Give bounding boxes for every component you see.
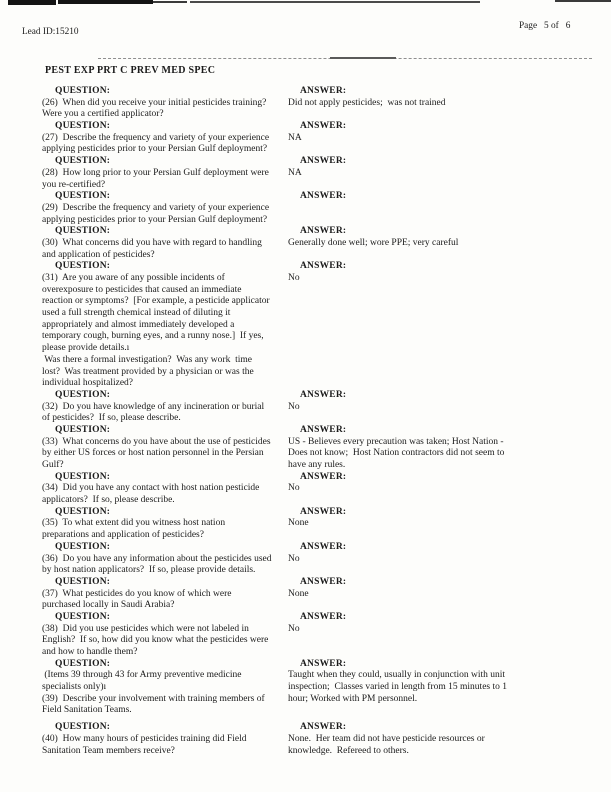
answer-line: None: [288, 588, 309, 599]
answer-line: No: [288, 553, 300, 564]
question-label: QUESTION:: [55, 191, 111, 202]
question-text: [42, 483, 288, 506]
qa-list: [0, 86, 611, 757]
question-column: [42, 156, 288, 191]
question-line: (26) When did you receive your initial pesticides training?: [42, 97, 267, 108]
answer-line: None. Her team did not have pesticide resources or: [288, 733, 485, 744]
answer-text: [288, 589, 593, 601]
question-line: Sanitation Team members receive?: [42, 745, 175, 756]
qa-block: [0, 507, 611, 542]
answer-label: ANSWER:: [300, 576, 347, 587]
question-text: [42, 238, 288, 261]
question-line: applicators? If so, please describe.: [42, 495, 175, 506]
answer-label: ANSWER:: [300, 611, 347, 622]
question-line: (40) How many hours of pesticides training did Field: [42, 733, 247, 744]
qa-block: [0, 425, 611, 472]
answer-line: None: [288, 518, 309, 529]
question-text: [42, 98, 288, 121]
question-label: QUESTION:: [55, 471, 111, 482]
question-line: English? If so, how did you know what the pesticides were: [42, 635, 269, 646]
question-label: QUESTION:: [55, 226, 111, 237]
answer-label: ANSWER:: [300, 424, 347, 435]
answer-column: [288, 156, 593, 179]
qa-block: [0, 659, 611, 717]
answer-text: [288, 624, 593, 636]
answer-text: [288, 518, 593, 530]
answer-column: [288, 722, 593, 757]
answer-label: ANSWER:: [300, 541, 347, 552]
answer-label: ANSWER:: [300, 506, 347, 517]
answer-column: [288, 612, 593, 635]
answer-line: Taught when they could, usually in conjunction with unit: [288, 670, 506, 681]
question-label: QUESTION:: [55, 722, 111, 733]
answer-line: NA: [288, 167, 302, 178]
answer-text: [288, 670, 593, 705]
answer-text: [288, 238, 593, 250]
answer-text: [288, 437, 593, 472]
question-line: (34) Did you have any contact with host nation pesticide: [42, 483, 260, 494]
question-text: [42, 734, 288, 757]
answer-column: [288, 472, 593, 495]
qa-block: [0, 121, 611, 156]
answer-line: No: [288, 623, 300, 634]
question-column: [42, 612, 288, 659]
question-text: [42, 133, 288, 156]
answer-line: NA: [288, 132, 302, 143]
answer-text: [288, 98, 593, 110]
scan-artifact-line: [58, 0, 153, 4]
question-text: [42, 670, 288, 717]
answer-column: [288, 226, 593, 249]
question-column: [42, 542, 288, 577]
answer-column: [288, 261, 593, 284]
question-line: and application of pesticides?: [42, 249, 155, 260]
question-label: QUESTION:: [55, 86, 111, 96]
question-label: QUESTION:: [55, 506, 111, 517]
scan-artifact-line: [8, 0, 56, 5]
question-text: [42, 554, 288, 577]
answer-text: [288, 402, 593, 414]
answer-label: ANSWER:: [300, 226, 347, 237]
qa-block: [0, 261, 611, 390]
qa-block: [0, 390, 611, 425]
answer-text: [288, 273, 593, 285]
scan-artifact-line: [153, 1, 187, 3]
answer-column: [288, 191, 593, 203]
question-line: (30) What concerns did you have with regard to handling: [42, 237, 262, 248]
question-line: lost? Was treatment provided by a physician or was the: [42, 366, 254, 377]
question-label: QUESTION:: [55, 156, 111, 167]
question-line: purchased locally in Saudi Arabia?: [42, 600, 175, 611]
question-line: (33) What concerns do you have about the use of pesticides: [42, 436, 271, 447]
question-label: QUESTION:: [55, 389, 111, 400]
qa-block: [0, 226, 611, 261]
answer-column: [288, 86, 593, 109]
question-column: [42, 261, 288, 390]
answer-column: [288, 542, 593, 565]
question-text: [42, 273, 288, 390]
question-line: (38) Did you use pesticides which were not labeled in: [42, 623, 249, 634]
question-text: [42, 589, 288, 612]
question-line: (Items 39 through 43 for Army preventive medicine: [42, 670, 242, 681]
question-line: (32) Do you have knowledge of any incineration or burial: [42, 401, 265, 412]
question-column: [42, 722, 288, 757]
question-line: overexposure to pesticides that caused an immediate: [42, 284, 242, 295]
scan-separator-dark-segment: [330, 57, 396, 59]
qa-block: [0, 612, 611, 659]
question-column: [42, 226, 288, 261]
qa-block: [0, 542, 611, 577]
question-column: [42, 121, 288, 156]
question-line: by either US forces or host nation personnel in the Persian: [42, 448, 264, 459]
question-line: (35) To what extent did you witness host nation: [42, 518, 226, 529]
question-line: (29) Describe the frequency and variety of your experience: [42, 202, 270, 213]
answer-column: [288, 577, 593, 600]
qa-block: [0, 86, 611, 121]
question-column: [42, 507, 288, 542]
question-label: QUESTION:: [55, 261, 111, 272]
question-label: QUESTION:: [55, 424, 111, 435]
question-label: QUESTION:: [55, 611, 111, 622]
document-title: PEST EXP PRT C PREV MED SPEC: [45, 65, 216, 76]
answer-line: hour; Worked with PM personnel.: [288, 693, 418, 704]
question-line: (36) Do you have any information about the pesticides used: [42, 553, 272, 564]
answer-label: ANSWER:: [300, 261, 347, 272]
answer-line: inspection; Classes varied in length from 15 minutes to 1: [288, 682, 507, 693]
answer-label: ANSWER:: [300, 658, 347, 669]
answer-label: ANSWER:: [300, 156, 347, 167]
scan-artifact-line: [190, 1, 480, 3]
answer-line: No: [288, 401, 300, 412]
answer-line: knowledge. Refereed to others.: [288, 745, 409, 756]
question-line: preparations and application of pesticides?: [42, 530, 204, 541]
qa-block: [0, 722, 611, 757]
answer-label: ANSWER:: [300, 121, 347, 132]
question-line: used a full strength chemical instead of diluting it: [42, 308, 231, 319]
qa-block: [0, 191, 611, 226]
question-column: [42, 472, 288, 507]
page-number: Page 5 of 6: [519, 21, 571, 31]
question-line: of pesticides? If so, please describe.: [42, 413, 181, 424]
question-line: (28) How long prior to your Persian Gulf deployment were: [42, 167, 269, 178]
question-column: [42, 425, 288, 472]
question-line: temporary cough, burning eyes, and a runny nose.] If yes,: [42, 331, 264, 342]
question-line: applying pesticides prior to your Persian Gulf deployment?: [42, 214, 268, 225]
answer-line: Does not know; Host Nation contractors did not seem to: [288, 448, 505, 459]
scan-artifact-line: [555, 0, 611, 2]
answer-label: ANSWER:: [300, 191, 347, 202]
answer-text: [288, 133, 593, 145]
answer-line: No: [288, 273, 300, 283]
question-line: Was there a formal investigation? Was any work time: [42, 354, 252, 365]
answer-column: [288, 659, 593, 706]
question-label: QUESTION:: [55, 541, 111, 552]
question-line: by host nation applicators? If so, please provide details.: [42, 565, 256, 576]
question-line: reaction or symptoms? [For example, a pesticide applicator: [42, 296, 270, 307]
answer-text: [288, 554, 593, 566]
question-line: Gulf?: [42, 460, 64, 470]
answer-label: ANSWER:: [300, 471, 347, 482]
lead-id: Lead ID:15210: [22, 27, 79, 37]
qa-block: [0, 577, 611, 612]
question-label: QUESTION:: [55, 576, 111, 587]
question-column: [42, 577, 288, 612]
question-line: (39) Describe your involvement with training members of: [42, 693, 265, 704]
answer-line: US - Believes every precaution was taken; Host Nation -: [288, 436, 504, 447]
answer-column: [288, 121, 593, 144]
question-text: [42, 624, 288, 659]
question-column: [42, 390, 288, 425]
question-text: [42, 437, 288, 472]
question-text: [42, 168, 288, 191]
answer-text: [288, 168, 593, 180]
answer-column: [288, 507, 593, 530]
question-text: [42, 402, 288, 425]
answer-column: [288, 390, 593, 413]
answer-label: ANSWER:: [300, 722, 347, 733]
answer-line: No: [288, 483, 300, 494]
question-column: [42, 191, 288, 226]
question-line: applying pesticides prior to your Persian Gulf deployment?: [42, 144, 268, 155]
question-line: individual hospitalized?: [42, 378, 134, 389]
question-line: and how to handle them?: [42, 647, 138, 657]
question-label: QUESTION:: [55, 121, 111, 132]
qa-block: [0, 156, 611, 191]
question-label: QUESTION:: [55, 658, 111, 669]
question-column: [42, 86, 288, 121]
question-text: [42, 518, 288, 541]
question-line: (27) Describe the frequency and variety of your experience: [42, 132, 270, 143]
answer-line: Did not apply pesticides; was not trained: [288, 97, 446, 108]
answer-text: [288, 734, 593, 757]
answer-column: [288, 425, 593, 472]
question-line: (31) Are you aware of any possible incidents of: [42, 273, 225, 283]
question-line: Field Sanitation Teams.: [42, 705, 132, 716]
question-line: please provide details.ı: [42, 343, 130, 354]
question-text: [42, 203, 288, 226]
qa-block: [0, 472, 611, 507]
question-line: appropriately and almost immediately developed a: [42, 319, 235, 330]
question-line: you re-certified?: [42, 179, 106, 190]
answer-line: have any rules.: [288, 460, 346, 470]
answer-text: [288, 483, 593, 495]
answer-label: ANSWER:: [300, 86, 347, 96]
question-line: Were you a certified applicator?: [42, 109, 164, 120]
question-line: (37) What pesticides do you know of which were: [42, 588, 232, 599]
question-column: [42, 659, 288, 717]
answer-line: Generally done well; wore PPE; very careful: [288, 237, 459, 248]
question-line: specialists only)ı: [42, 682, 107, 693]
answer-label: ANSWER:: [300, 389, 347, 400]
